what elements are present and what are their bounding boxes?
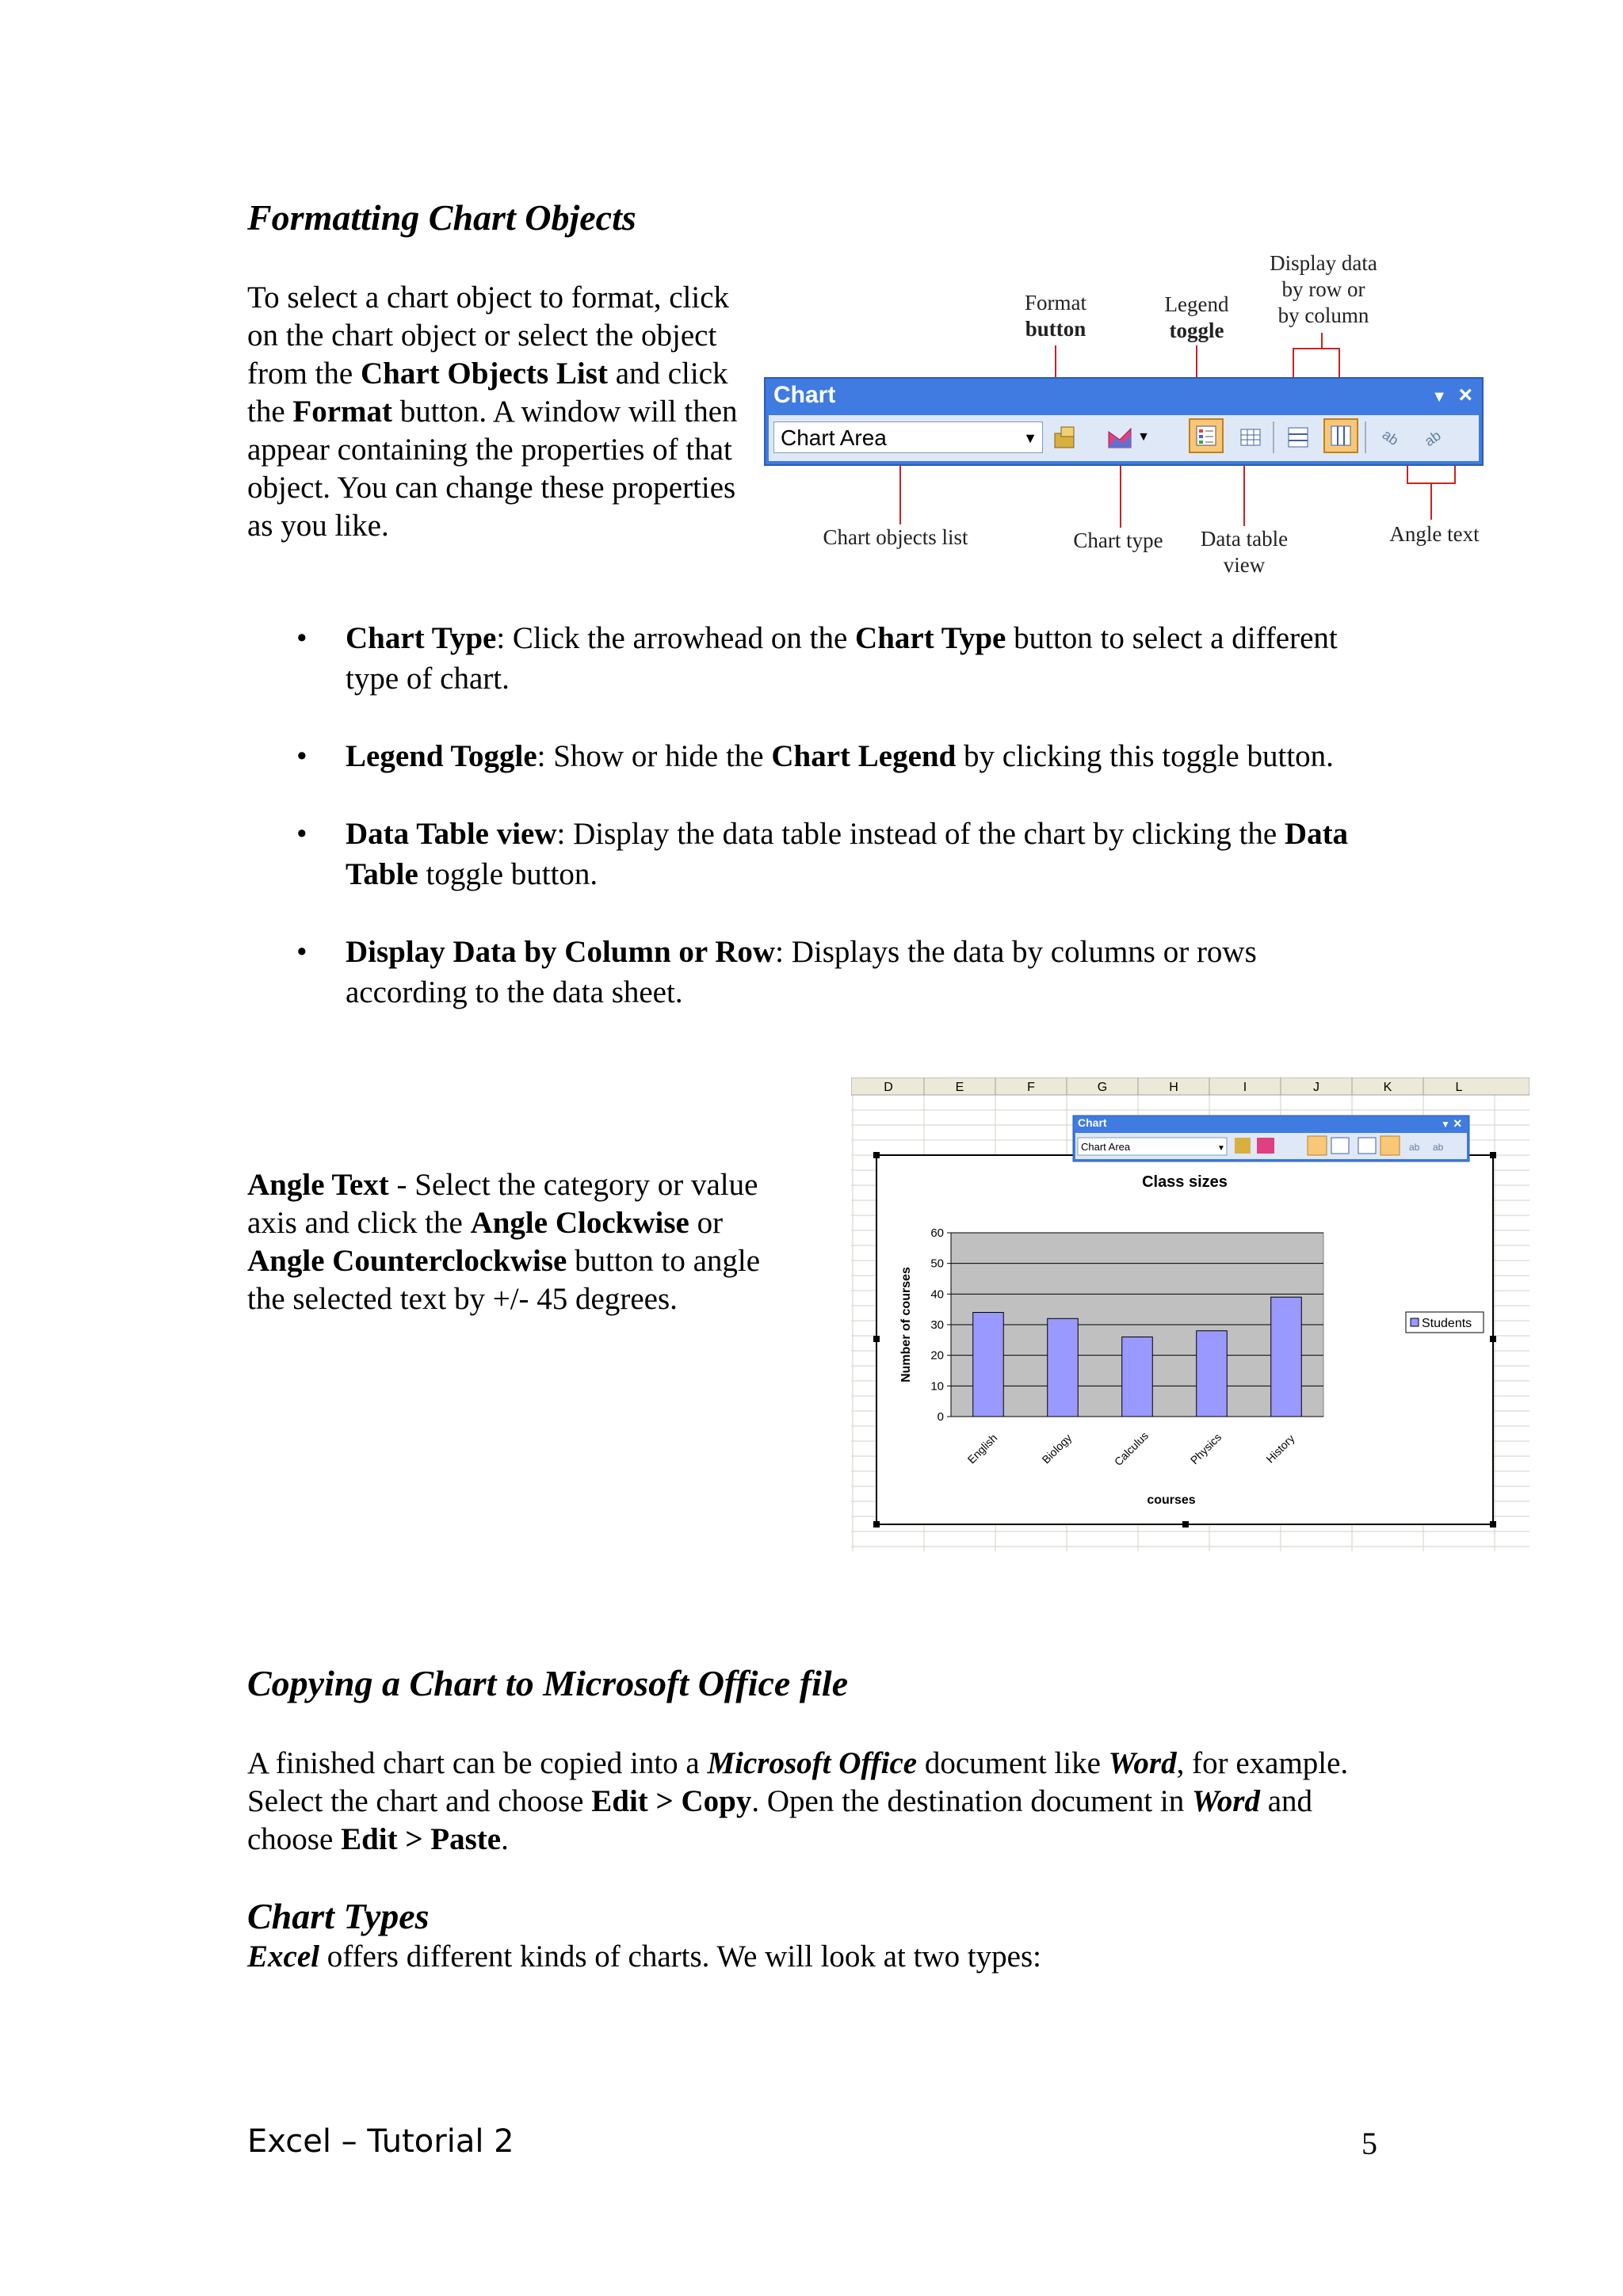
- callout-display-data: Display data by row or by column: [1270, 251, 1377, 327]
- legend-icon: [1194, 424, 1218, 448]
- mini-chart-toolbar: [1073, 1116, 1469, 1161]
- svg-text:ab: ab: [1380, 426, 1402, 449]
- column-header-bar: [851, 1077, 1529, 1095]
- section-heading-copying: Copying a Chart to Microsoft Office file: [247, 1663, 849, 1703]
- data-table-button[interactable]: [1233, 420, 1268, 455]
- legend-swatch: [1411, 1318, 1419, 1326]
- x-tick-label[interactable]: History: [1263, 1432, 1297, 1466]
- angle-counterclockwise-button[interactable]: [1415, 420, 1450, 455]
- bullet-dot: •: [296, 935, 307, 969]
- mini-legend-toggle-button[interactable]: [1308, 1136, 1327, 1155]
- chevron-down-icon[interactable]: ▼: [1023, 430, 1037, 446]
- x-tick-label[interactable]: Calculus: [1111, 1428, 1151, 1469]
- intro-paragraph: To select a chart object to format, click on the chart object or select the object from the Chart Objects List and click the Format button. A window will then appear containing the properties of that object. You can change these properties as you like.: [247, 280, 738, 543]
- mini-close-icon[interactable]: ×: [1453, 1116, 1462, 1131]
- chart-toolbar: [764, 377, 1484, 466]
- mini-by-column-button[interactable]: [1381, 1136, 1400, 1155]
- by-column-icon: [1329, 424, 1353, 448]
- column-header[interactable]: K: [1383, 1081, 1392, 1094]
- section-heading-chart-types: Chart Types: [247, 1896, 430, 1936]
- format-icon: [1052, 424, 1079, 451]
- callout-angle-text: Angle text: [1389, 522, 1480, 546]
- bullet-dot: •: [296, 739, 307, 773]
- mini-data-table-button[interactable]: [1331, 1138, 1349, 1154]
- by-row-icon: [1286, 425, 1310, 449]
- x-tick-label[interactable]: Physics: [1187, 1430, 1224, 1467]
- y-tick-label[interactable]: 20: [930, 1348, 944, 1363]
- column-header[interactable]: L: [1455, 1081, 1463, 1094]
- angle-clockwise-button[interactable]: [1374, 420, 1409, 455]
- callout-chart-objects-list: Chart objects list: [823, 525, 968, 549]
- toolbar-separator: [1365, 421, 1366, 453]
- list-item: • Legend Toggle: Show or hide the Chart Legend by clicking this toggle button.: [247, 736, 1373, 776]
- column-header[interactable]: I: [1243, 1081, 1247, 1094]
- column-header[interactable]: J: [1313, 1081, 1319, 1094]
- data-table-icon: [1239, 425, 1262, 449]
- mini-toolbar-title: Chart: [1078, 1116, 1107, 1129]
- callout-format-button: Format button: [1025, 291, 1086, 341]
- mini-by-row-button[interactable]: [1358, 1138, 1376, 1154]
- callout-leader-lines: [0, 0, 1623, 634]
- x-tick-label[interactable]: English: [964, 1431, 1000, 1466]
- angle-text-paragraph: Angle Text - Select the category or value axis and click the Angle Clockwise or Angle Counterclockwise button to angle the selected text by +/- 45 degrees.: [247, 1168, 761, 1316]
- copying-paragraph: A finished chart can be copied into a Microsoft Office document like Word, for example. Select the chart and choose Edit > Copy. Open the destination document in Word and choose Edit > Paste.: [247, 1746, 1349, 1856]
- chart-type-button[interactable]: [1100, 420, 1155, 455]
- column-header[interactable]: G: [1097, 1081, 1108, 1094]
- y-tick-label[interactable]: 60: [930, 1226, 944, 1240]
- format-button[interactable]: [1048, 420, 1083, 455]
- mini-chart-type-button[interactable]: [1257, 1138, 1274, 1154]
- by-column-button[interactable]: [1323, 418, 1358, 453]
- bar[interactable]: [1048, 1318, 1079, 1417]
- bar[interactable]: [973, 1313, 1004, 1417]
- mini-combo-value: Chart Area: [1081, 1141, 1131, 1153]
- chart-type-icon: [1106, 424, 1137, 451]
- legend-entry: Students: [1422, 1317, 1472, 1330]
- section-heading-formatting: Formatting Chart Objects: [247, 197, 636, 238]
- feature-bullet-list: [247, 618, 1373, 1050]
- by-row-button[interactable]: [1281, 420, 1316, 455]
- chart-objects-value: Chart Area: [781, 425, 887, 450]
- mini-format-button[interactable]: [1235, 1138, 1251, 1154]
- close-icon[interactable]: ×: [1458, 382, 1472, 408]
- column-header[interactable]: H: [1169, 1081, 1178, 1094]
- mini-angle-counterclockwise-icon[interactable]: ab: [1433, 1142, 1444, 1153]
- bar[interactable]: [1197, 1331, 1228, 1417]
- chart-title[interactable]: Class sizes: [1142, 1173, 1228, 1191]
- list-item: • Chart Type: Click the arrowhead on the Chart Type button to select a different type of chart.: [247, 618, 1373, 699]
- toolbar-separator: [1273, 421, 1274, 453]
- footer-title: Excel – Tutorial 2: [247, 2123, 514, 2160]
- callout-chart-type: Chart type: [1073, 528, 1163, 552]
- page-number: 5: [1361, 2126, 1377, 2161]
- chart-type-arrow-icon[interactable]: ▼: [1137, 430, 1150, 444]
- spreadsheet-chart-figure: [851, 1077, 1529, 1551]
- mini-chevron-down-icon[interactable]: ▼: [1217, 1144, 1225, 1153]
- column-header[interactable]: D: [884, 1081, 893, 1094]
- callout-legend-toggle: Legend toggle: [1164, 292, 1229, 342]
- y-tick-label[interactable]: 10: [930, 1379, 944, 1394]
- bullet-dot: •: [296, 621, 307, 655]
- y-tick-label[interactable]: 30: [930, 1318, 944, 1332]
- y-tick-label[interactable]: 40: [930, 1287, 944, 1302]
- toolbar-title: Chart: [773, 382, 836, 408]
- x-axis-label[interactable]: courses: [1147, 1493, 1196, 1507]
- y-tick-label[interactable]: 0: [937, 1410, 944, 1424]
- chart-objects-list[interactable]: [773, 421, 1043, 453]
- legend[interactable]: [1406, 1312, 1484, 1333]
- mini-toolbar-options-icon[interactable]: ▼: [1441, 1119, 1450, 1130]
- svg-text:ab: ab: [1421, 427, 1444, 449]
- list-item: • Data Table view: Display the data table instead of the chart by clicking the Data Table toggle button.: [247, 814, 1373, 894]
- angle-clockwise-icon: [1380, 425, 1403, 449]
- x-tick-label[interactable]: Biology: [1039, 1431, 1075, 1466]
- chart-types-paragraph: Excel offers different kinds of charts. We will look at two types:: [247, 1939, 1041, 1974]
- toolbar-body: [769, 415, 1479, 461]
- bar[interactable]: [1271, 1297, 1302, 1417]
- bullet-dot: •: [296, 817, 307, 851]
- callout-data-table-view: Data table view: [1200, 527, 1289, 577]
- bar[interactable]: [1122, 1337, 1153, 1417]
- list-item: • Display Data by Column or Row: Displays the data by columns or rows according to the data sheet.: [247, 932, 1373, 1013]
- legend-toggle-button[interactable]: [1189, 418, 1224, 453]
- column-header[interactable]: F: [1027, 1081, 1035, 1094]
- mini-angle-clockwise-icon[interactable]: ab: [1409, 1142, 1420, 1153]
- toolbar-options-icon[interactable]: ▼: [1431, 388, 1447, 406]
- y-tick-label[interactable]: 50: [930, 1257, 944, 1271]
- angle-counterclockwise-icon: [1421, 425, 1445, 449]
- y-axis-label[interactable]: Number of courses: [899, 1267, 913, 1383]
- column-header[interactable]: E: [955, 1081, 964, 1094]
